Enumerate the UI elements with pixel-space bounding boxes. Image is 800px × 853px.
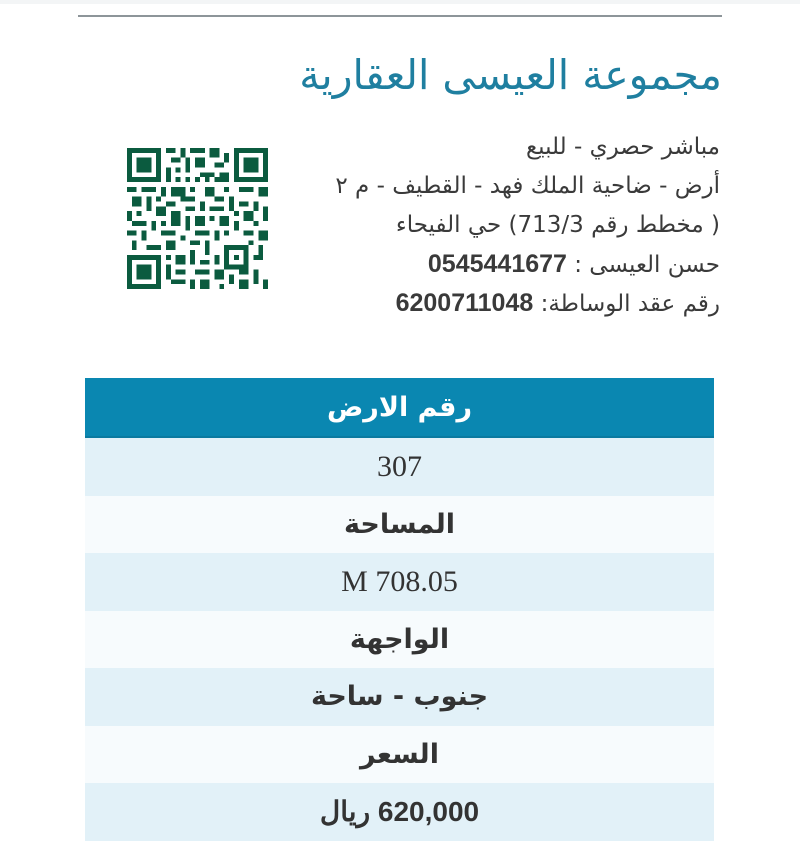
contact-name: حسن العيسى :: [574, 252, 720, 278]
row-price-value: [85, 783, 714, 841]
contact-line: [335, 245, 720, 284]
top-divider: [78, 15, 722, 17]
row-frontage-value: [85, 668, 714, 726]
price-label: السعر: [360, 738, 439, 770]
listing-location: أرض - ضاحية الملك فهد - القطيف - م ٢: [335, 173, 720, 199]
company-title: مجموعة العيسى العقارية: [299, 51, 722, 99]
price-value: 620,000 ريال: [319, 796, 480, 828]
listing-info: [335, 128, 720, 323]
frontage-label: الواجهة: [349, 623, 450, 655]
contact-phone[interactable]: 0545441677: [427, 250, 567, 278]
qr-code-icon[interactable]: [127, 148, 268, 289]
table-header-land-number: رقم الارض: [85, 378, 714, 438]
land-spec-table: [85, 378, 714, 841]
brokerage-label: رقم عقد الوساطة:: [540, 291, 720, 317]
row-price-label: [85, 726, 714, 784]
area-value: M 708.05: [341, 564, 458, 598]
listing-type: مباشر حصري - للبيع: [525, 134, 720, 160]
listing-plan: ( مخطط رقم 713/3) حي الفيحاء: [395, 212, 720, 238]
row-area-value: [85, 553, 714, 611]
top-strip: [0, 0, 800, 4]
row-frontage-label: [85, 611, 714, 669]
frontage-value: جنوب - ساحة: [310, 681, 489, 713]
row-land-number-value: [85, 438, 714, 496]
brokerage-number: 6200711048: [395, 289, 534, 317]
land-number-value: 307: [377, 449, 422, 483]
row-area-label: [85, 496, 714, 554]
brokerage-line: [335, 284, 720, 323]
area-label: المساحة: [344, 508, 455, 540]
